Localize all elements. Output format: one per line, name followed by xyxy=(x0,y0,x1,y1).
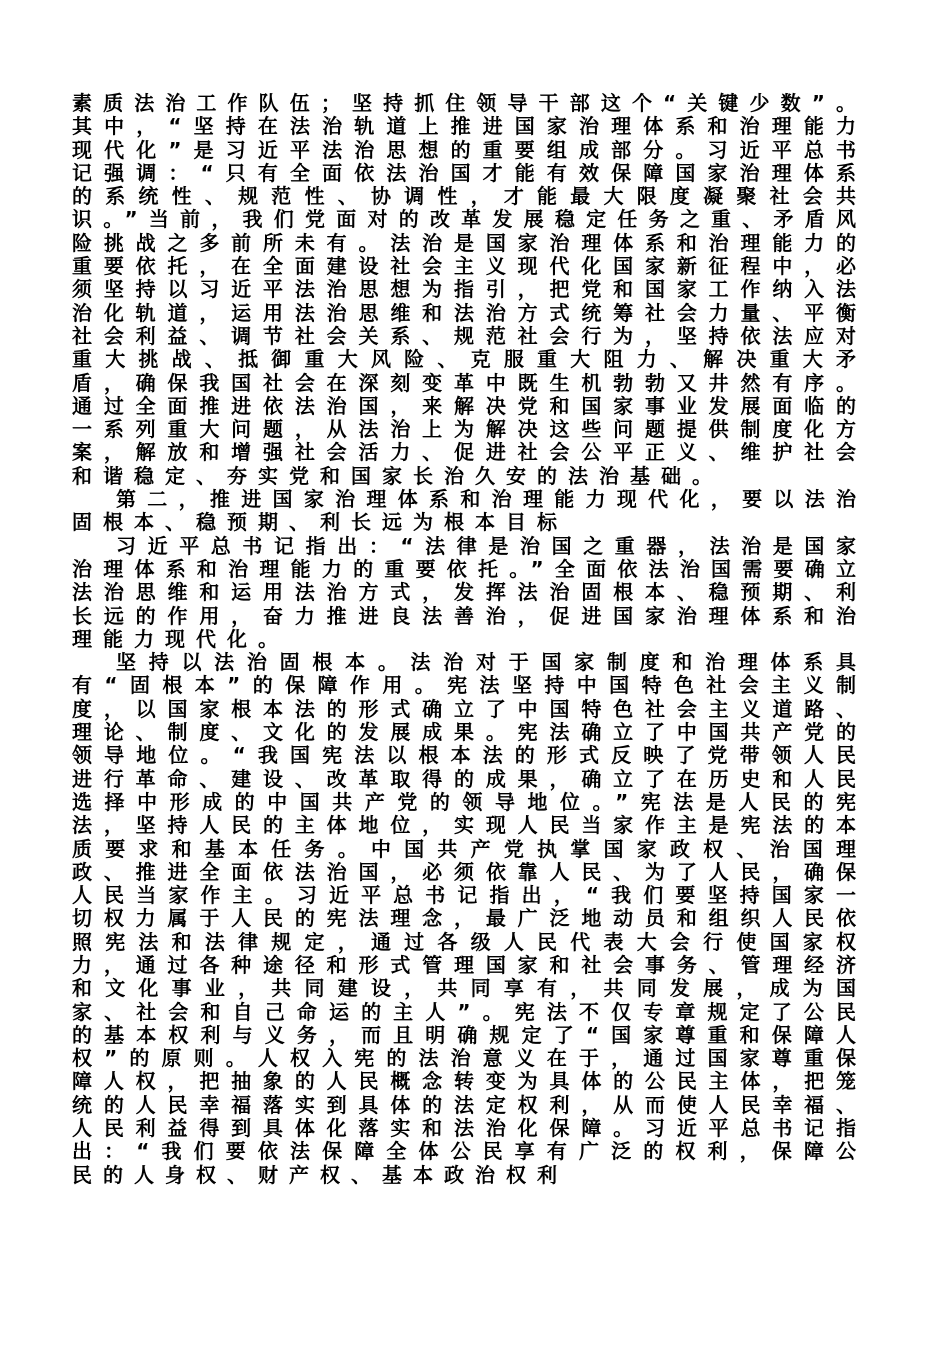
paragraph-3: 习近平总书记指出：“法律是治国之重器，法治是国家治理体系和治理能力的重要依托。”全面依法治国需要确立法治思维和运用法治方式，发挥法治固根本、稳预期、利长远的作用，奋力推进良法善治，促进国家治理体系和治理能力现代化。 xyxy=(72,533,867,651)
paragraph-4: 坚持以法治固根本。法治对于国家制度和治理体系具有“固根本”的保障作用。宪法坚持中国特色社会主义制度，以国家根本法的形式确立了中国特色社会主义道路、理论、制度、文化的发展成果。宪法确立了中国共产党的领导地位。“我国宪法以根本法的形式反映了党带领人民进行革命、建设、改革取得的成果，确立了在历史和人民选择中形成的中国共产党的领导地位。”宪法是人民的宪法，坚持人民的主体地位，实现人民当家作主是宪法的本质要求和基本任务。中国共产党执掌国家政权、治国理政、推进全面依法治国，必须依靠人民、为了人民，确保人民当家作主。习近平总书记指出，“我们要坚持国家一切权力属于人民的宪法理念，最广泛地动员和组织人民依照宪法和法律规定，通过各级人民代表大会行使国家权力，通过各种途径和形式管理国家和社会事务、管理经济和文化事业，共同建设，共同享有，共同发展，成为国家、社会和自己命运的主人”。宪法不仅专章规定了公民的基本权利与义务，而且明确规定了“国家尊重和保障人权”的原则。人权入宪的法治意义在于，通过国家尊重保障人权，把抽象的人民概念转变为具体的公民主体，把笼统的人民幸福落实到具体的法定权利，从而使人民幸福、人民利益得到具体化落实和法治化保障。习近平总书记指出：“我们要依法保障全体公民享有广泛的权利，保障公民的人身权、财产权、基本政治权利 xyxy=(72,650,867,1187)
document-body xyxy=(72,92,867,1187)
paragraph-2-heading: 第二，推进国家治理体系和治理能力现代化，要以法治固根本、稳预期、利长远为根本目标 xyxy=(72,487,867,535)
paragraph-1: 素质法治工作队伍；坚持抓住领导干部这个“关键少数”。其中，“坚持在法治轨道上推进国家治理体系和治理能力现代化”是习近平法治思想的重要组成部分。习近平总书记强调：“只有全面依法治国才能有效保障国家治理体系的系统性、规范性、协调性，才能最大限度凝聚社会共识。”当前，我们党面对的改革发展稳定任务之重、矛盾风险挑战之多前所未有。法治是国家治理体系和治理能力的重要依托，在全面建设社会主义现代化国家新征程中，必须坚持以习近平法治思想为指引，把党和国家工作纳入法治化轨道，运用法治思维和法治方式统筹社会力量、平衡社会利益、调节社会关系、规范社会行为，坚持依法应对重大挑战、抵御重大风险、克服重大阻力、解决重大矛盾，确保我国社会在深刻变革中既生机勃勃又井然有序。通过全面推进依法治国，来解决党和国家事业发展面临的一系列重大问题，从法治上为解决这些问题提供制度化方案，解放和增强社会活力、促进社会公平正义、维护社会和谐稳定、夯实党和国家长治久安的法治基础。 xyxy=(72,91,867,488)
